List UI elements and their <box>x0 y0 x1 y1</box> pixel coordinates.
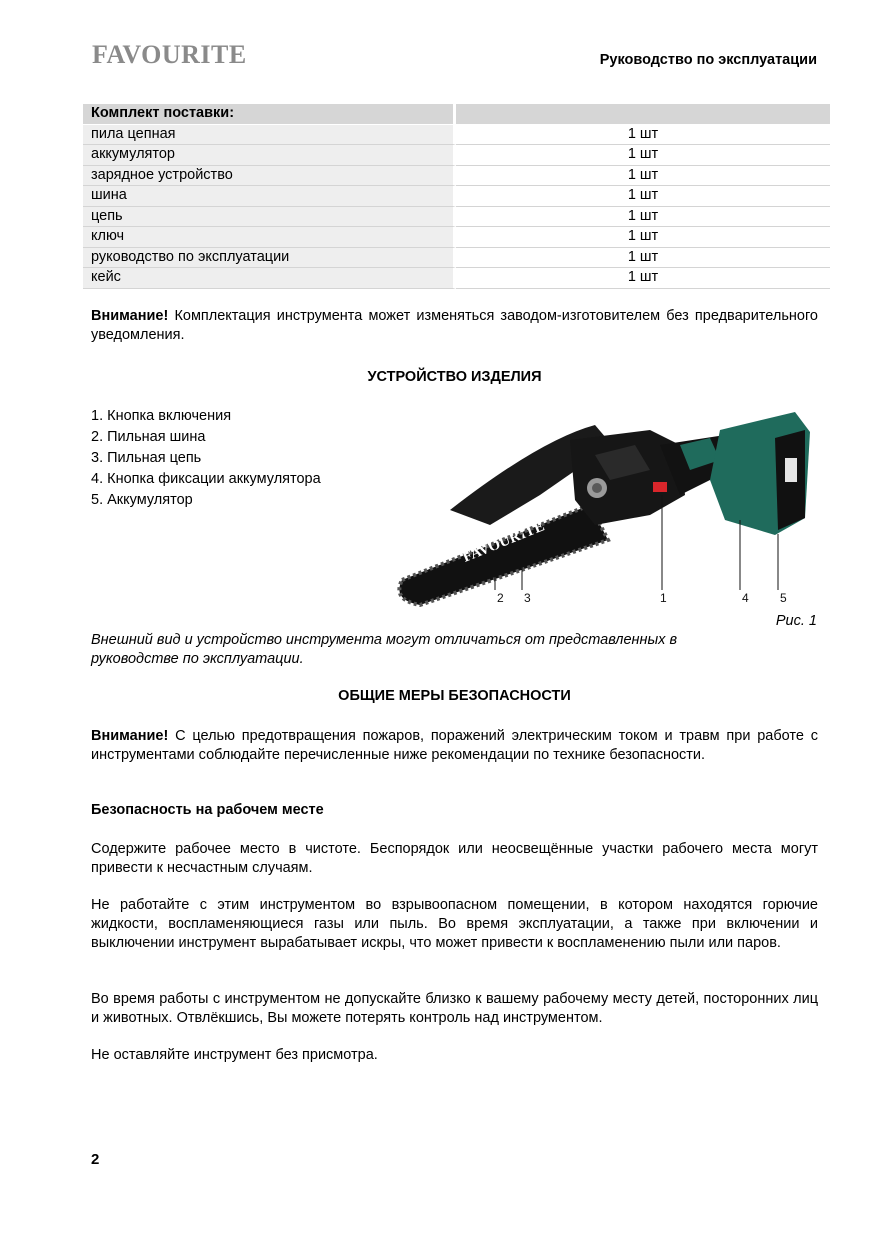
battery-pack <box>710 412 810 535</box>
kit-attention-note <box>91 307 818 345</box>
table-row <box>83 145 830 166</box>
safety-paragraph: Не оставляйте инструмент без присмотра. <box>91 1047 378 1063</box>
table-row <box>83 166 830 187</box>
chainsaw-figure <box>380 400 820 610</box>
page-number: 2 <box>91 1151 100 1168</box>
figure-caption: Рис. 1 <box>775 613 817 629</box>
safety-paragraph: Не работайте с этим инструментом во взрывоопасном помещении, в котором находятся горючие жидкости, воспламеняющиеся газы или пыль. Во время эксплуатации, а также при включении и выключении инструмент вырабатывает искры, что может привести к воспламенению пыли или паров. <box>91 897 818 951</box>
safety-attention <box>91 727 818 765</box>
list-item: 5. Аккумулятор <box>91 492 193 508</box>
bar-brand-label: FAVOURITE <box>460 518 547 566</box>
callout-1: 1 <box>660 591 667 605</box>
kit-item-qty: 1 шт <box>456 166 830 187</box>
attention-text: С целью предотвращения пожаров, поражений электрическим током и травм при работе с инструментами соблюдайте перечисленные ниже рекомендации по технике безопасности. <box>91 728 818 763</box>
kit-table <box>83 104 830 289</box>
list-item: 3. Пильная цепь <box>91 450 202 466</box>
brand-logo: FAVOURITE <box>92 40 247 69</box>
trigger-button <box>653 482 667 492</box>
document-title: Руководство по эксплуатации <box>599 52 817 68</box>
kit-item-name: руководство по эксплуатации <box>83 248 456 269</box>
list-item: 2. Пильная шина <box>91 429 206 445</box>
kit-table-header <box>83 104 830 125</box>
table-row <box>83 186 830 207</box>
guide-bar <box>399 505 608 605</box>
kit-item-qty: 1 шт <box>456 268 830 289</box>
safety-paragraph: Содержите рабочее место в чистоте. Беспорядок или неосвещённые участки рабочего места могут привести к несчастным случаям. <box>91 841 818 876</box>
safety-paragraph: Во время работы с инструментом не допускайте близко к вашему рабочему месту детей, посторонних лиц и животных. Отвлёкшись, Вы можете потерять контроль над инструментом. <box>91 991 818 1026</box>
callout-4: 4 <box>742 591 749 605</box>
attention-label: Внимание! <box>91 308 169 324</box>
attention-text: Комплектация инструмента может изменяться заводом-изготовителем без предварительного уведомления. <box>91 308 818 343</box>
kit-item-name: шина <box>83 186 456 207</box>
appearance-note: Внешний вид и устройство инструмента могут отличаться от представленных в руководстве по эксплуатации. <box>91 632 678 667</box>
kit-item-qty: 1 шт <box>456 207 830 228</box>
kit-item-name: кейс <box>83 268 456 289</box>
list-item: 4. Кнопка фиксации аккумулятора <box>91 471 321 487</box>
device-heading: УСТРОЙСТВО ИЗДЕЛИЯ <box>367 369 542 385</box>
kit-item-name: зарядное устройство <box>83 166 456 187</box>
table-row <box>83 268 830 289</box>
kit-item-name: пила цепная <box>83 125 456 146</box>
kit-item-name: аккумулятор <box>83 145 456 166</box>
table-row <box>83 248 830 269</box>
callout-5: 5 <box>780 591 787 605</box>
list-item: 1. Кнопка включения <box>91 408 232 424</box>
callout-3: 3 <box>524 591 531 605</box>
kit-item-name: цепь <box>83 207 456 228</box>
kit-title: Комплект поставки: <box>83 104 456 125</box>
table-row <box>83 207 830 228</box>
safety-heading: ОБЩИЕ МЕРЫ БЕЗОПАСНОСТИ <box>338 688 571 704</box>
kit-item-qty: 1 шт <box>456 227 830 248</box>
kit-item-name: ключ <box>83 227 456 248</box>
table-row <box>83 125 830 146</box>
kit-item-qty: 1 шт <box>456 145 830 166</box>
workplace-heading: Безопасность на рабочем месте <box>91 802 324 818</box>
attention-label: Внимание! <box>91 728 169 744</box>
kit-item-qty: 1 шт <box>456 125 830 146</box>
kit-item-qty: 1 шт <box>456 186 830 207</box>
kit-item-qty: 1 шт <box>456 248 830 269</box>
parts-list <box>91 406 321 511</box>
table-row <box>83 227 830 248</box>
callout-2: 2 <box>497 591 504 605</box>
